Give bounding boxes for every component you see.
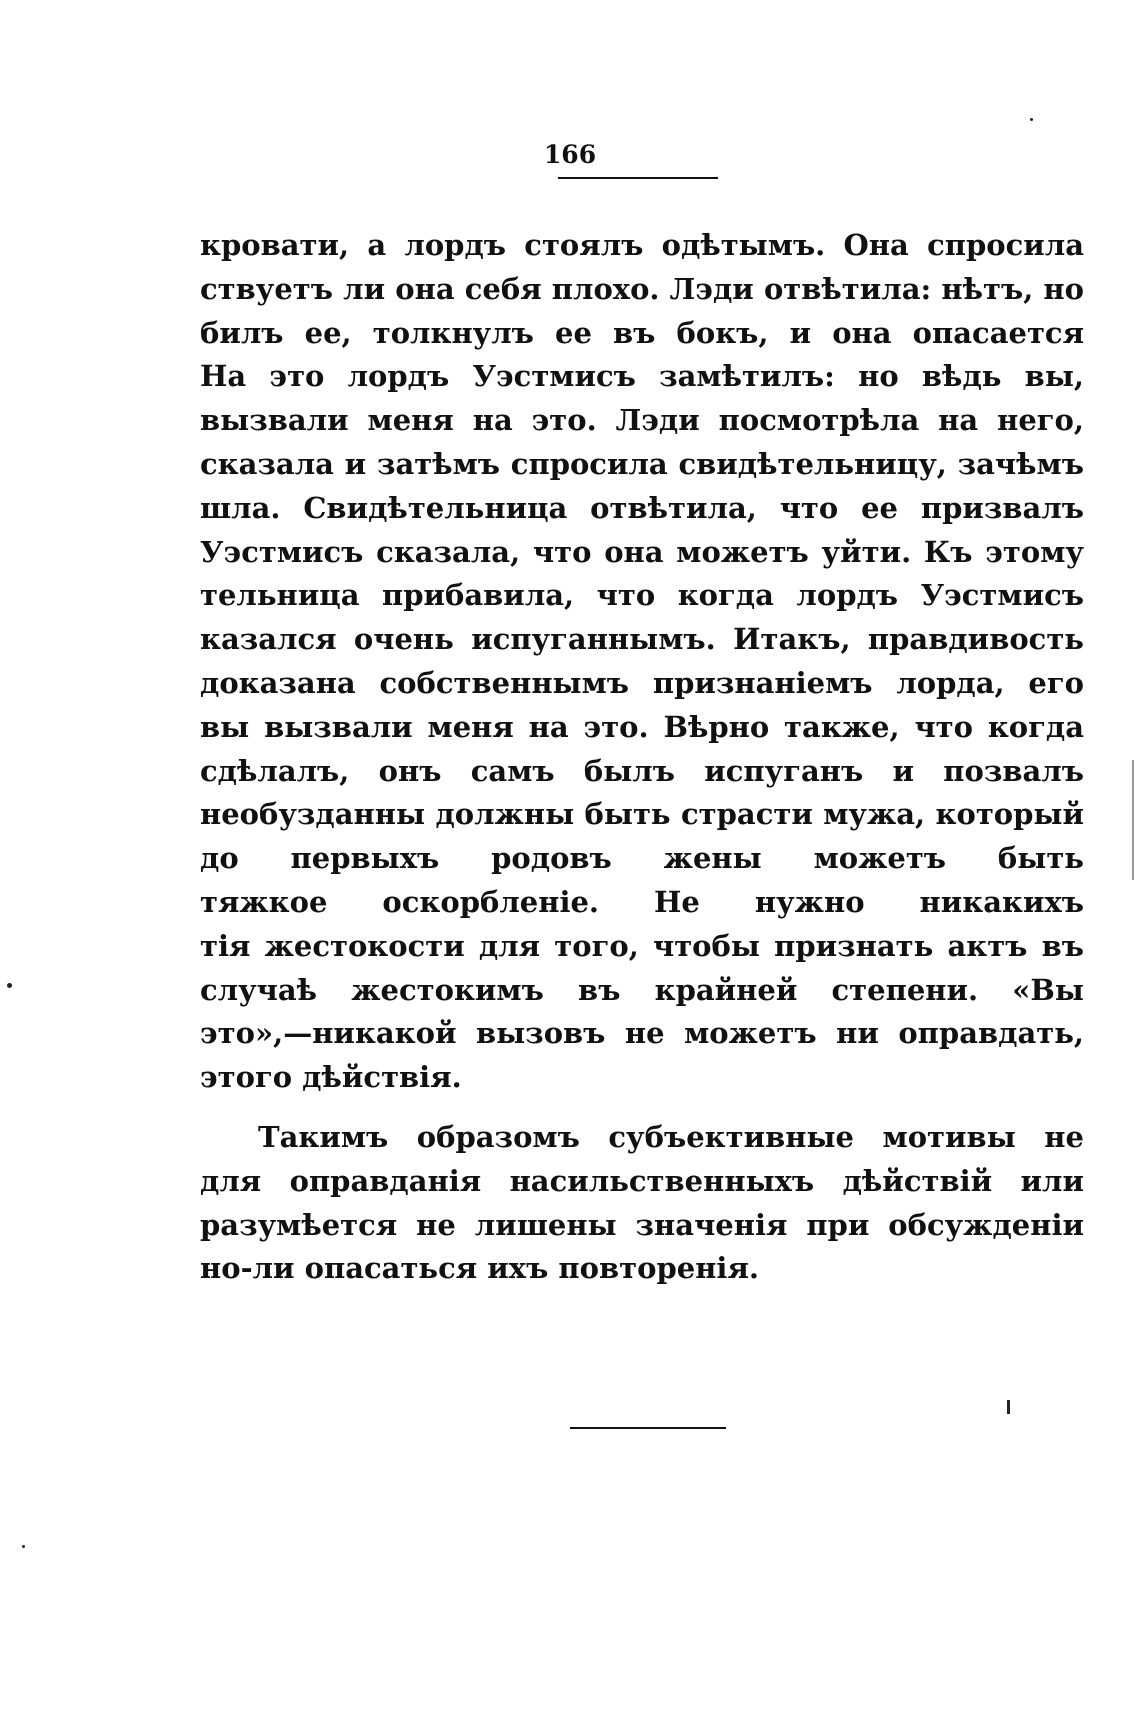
text-line-last: но-ли опасаться ихъ повторенія.	[200, 1251, 759, 1286]
text-line: тяжкое оскорбленіе. Не нужно никакихъ	[200, 884, 1084, 919]
text-line: ствуетъ ли она себя плохо. Лэди отвѣтила: нѣтъ, но	[200, 271, 1084, 306]
text-line: казался очень испуганнымъ. Итакъ, правдивость	[200, 622, 1084, 657]
text-line: для оправданія насильственныхъ дѣйствій или	[200, 1163, 1084, 1198]
text-line: разумѣется не лишены значенія при обсужденіи	[200, 1207, 1084, 1242]
text-line: это»,—никакой вызовъ не можетъ ни оправдать,	[200, 1016, 1084, 1051]
scan-speck	[7, 983, 12, 988]
text-line: до первыхъ родовъ жены можетъ быть	[200, 841, 1084, 876]
paragraph-1	[200, 224, 1084, 1100]
scan-speck	[1007, 1400, 1010, 1414]
footer-rule	[570, 1427, 726, 1429]
text-line: На это лордъ Уэстмисъ замѣтилъ: но вѣдь вы,	[200, 359, 1084, 394]
text-line: случаѣ жестокимъ въ крайней степени. «Вы	[200, 972, 1084, 1007]
text-line-last: этого дѣйствія.	[200, 1060, 462, 1095]
text-line: доказана собственнымъ признаніемъ лорда, его	[200, 665, 1084, 700]
paragraph-gap	[200, 1100, 1084, 1116]
page-number: 166	[543, 140, 597, 169]
text-line: Уэстмисъ сказала, что она можетъ уйти. Къ этому	[200, 534, 1084, 569]
header-rule	[558, 177, 718, 179]
text-line: необузданны должны быть страсти мужа, который	[200, 797, 1084, 832]
text-line: билъ ее, толкнулъ ее въ бокъ, и она опасается	[200, 315, 1084, 350]
text-line-indented: Такимъ образомъ субъективные мотивы не	[258, 1119, 1084, 1154]
text-line: сдѣлалъ, онъ самъ былъ испуганъ и позвалъ	[200, 753, 1084, 788]
body-text	[200, 224, 1084, 1291]
text-line: вызвали меня на это. Лэди посмотрѣла на него,	[200, 403, 1084, 438]
scan-speck	[1030, 118, 1033, 121]
text-line: сказала и затѣмъ спросила свидѣтельницу, зачѣмъ	[200, 446, 1084, 481]
scan-speck	[22, 1545, 25, 1548]
text-line: тельница прибавила, что когда лордъ Уэстмисъ	[200, 578, 1084, 613]
text-line: тія жестокости для того, чтобы признать актъ въ	[200, 928, 1084, 963]
text-line: кровати, а лордъ стоялъ одѣтымъ. Она спросила	[200, 228, 1084, 262]
text-line: шла. Свидѣтельница отвѣтила, что ее призвалъ	[200, 490, 1084, 525]
text-line: вы вызвали меня на это. Вѣрно также, что когда	[200, 709, 1084, 744]
page-edge-shadow	[1132, 760, 1134, 880]
paragraph-2	[200, 1116, 1084, 1291]
